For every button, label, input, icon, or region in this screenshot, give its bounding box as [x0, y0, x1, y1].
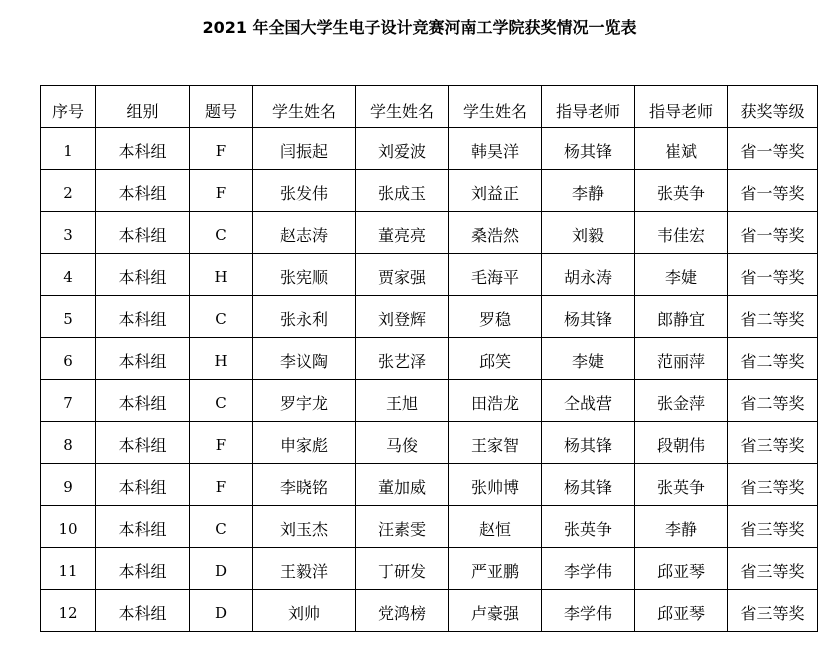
header-problem: 题号	[190, 86, 253, 128]
cell-student-3: 田浩龙	[449, 380, 542, 422]
table-row	[41, 590, 818, 632]
cell-student-1: 闫振起	[253, 128, 356, 170]
cell-group: 本科组	[96, 170, 190, 212]
cell-award: 省一等奖	[728, 254, 818, 296]
cell-award: 省二等奖	[728, 296, 818, 338]
cell-student-1: 张永利	[253, 296, 356, 338]
cell-problem: D	[190, 590, 253, 632]
cell-index: 2	[41, 170, 96, 212]
cell-award: 省二等奖	[728, 380, 818, 422]
cell-student-3: 王家智	[449, 422, 542, 464]
cell-advisor-2: 张英争	[635, 464, 728, 506]
table-row	[41, 212, 818, 254]
cell-index: 7	[41, 380, 96, 422]
cell-award: 省三等奖	[728, 590, 818, 632]
cell-student-1: 刘帅	[253, 590, 356, 632]
cell-award: 省三等奖	[728, 548, 818, 590]
cell-advisor-2: 韦佳宏	[635, 212, 728, 254]
cell-student-3: 邱笑	[449, 338, 542, 380]
cell-advisor-1: 李学伟	[542, 590, 635, 632]
cell-advisor-2: 邱亚琴	[635, 548, 728, 590]
cell-student-2: 刘爱波	[356, 128, 449, 170]
header-advisor-2: 指导老师	[635, 86, 728, 128]
cell-student-3: 卢豪强	[449, 590, 542, 632]
cell-student-2: 董加威	[356, 464, 449, 506]
cell-student-2: 贾家强	[356, 254, 449, 296]
cell-index: 3	[41, 212, 96, 254]
cell-advisor-2: 郎静宜	[635, 296, 728, 338]
cell-student-1: 李晓铭	[253, 464, 356, 506]
cell-student-1: 李议陶	[253, 338, 356, 380]
cell-advisor-1: 刘毅	[542, 212, 635, 254]
cell-student-1: 刘玉杰	[253, 506, 356, 548]
cell-group: 本科组	[96, 128, 190, 170]
cell-advisor-1: 杨其锋	[542, 296, 635, 338]
cell-advisor-2: 范丽萍	[635, 338, 728, 380]
cell-group: 本科组	[96, 590, 190, 632]
table-row	[41, 128, 818, 170]
cell-index: 11	[41, 548, 96, 590]
cell-advisor-1: 李学伟	[542, 548, 635, 590]
cell-problem: C	[190, 506, 253, 548]
cell-student-2: 王旭	[356, 380, 449, 422]
cell-student-3: 张帅博	[449, 464, 542, 506]
table-row	[41, 506, 818, 548]
table-header-row	[41, 86, 818, 128]
cell-advisor-2: 李婕	[635, 254, 728, 296]
cell-problem: D	[190, 548, 253, 590]
header-student-1: 学生姓名	[253, 86, 356, 128]
cell-index: 12	[41, 590, 96, 632]
cell-student-2: 马俊	[356, 422, 449, 464]
cell-group: 本科组	[96, 254, 190, 296]
cell-advisor-1: 张英争	[542, 506, 635, 548]
cell-student-3: 韩昊洋	[449, 128, 542, 170]
cell-group: 本科组	[96, 422, 190, 464]
cell-advisor-2: 崔斌	[635, 128, 728, 170]
cell-student-2: 张成玉	[356, 170, 449, 212]
cell-advisor-1: 李静	[542, 170, 635, 212]
cell-student-3: 桑浩然	[449, 212, 542, 254]
cell-student-1: 罗宇龙	[253, 380, 356, 422]
cell-advisor-2: 段朝伟	[635, 422, 728, 464]
cell-index: 5	[41, 296, 96, 338]
cell-index: 4	[41, 254, 96, 296]
cell-advisor-1: 仝战营	[542, 380, 635, 422]
cell-problem: H	[190, 338, 253, 380]
cell-problem: F	[190, 170, 253, 212]
cell-advisor-1: 杨其锋	[542, 464, 635, 506]
cell-award: 省三等奖	[728, 464, 818, 506]
cell-advisor-2: 张英争	[635, 170, 728, 212]
cell-advisor-2: 张金萍	[635, 380, 728, 422]
cell-award: 省三等奖	[728, 506, 818, 548]
table-row	[41, 170, 818, 212]
cell-index: 8	[41, 422, 96, 464]
table-row	[41, 464, 818, 506]
cell-advisor-2: 李静	[635, 506, 728, 548]
cell-student-1: 申家彪	[253, 422, 356, 464]
cell-advisor-1: 胡永涛	[542, 254, 635, 296]
table-body	[41, 128, 818, 632]
cell-award: 省三等奖	[728, 422, 818, 464]
cell-group: 本科组	[96, 296, 190, 338]
cell-problem: F	[190, 464, 253, 506]
header-advisor-1: 指导老师	[542, 86, 635, 128]
cell-problem: H	[190, 254, 253, 296]
cell-group: 本科组	[96, 548, 190, 590]
cell-problem: C	[190, 212, 253, 254]
cell-student-2: 汪素雯	[356, 506, 449, 548]
table-row	[41, 296, 818, 338]
cell-student-1: 赵志涛	[253, 212, 356, 254]
cell-advisor-2: 邱亚琴	[635, 590, 728, 632]
cell-student-3: 罗稳	[449, 296, 542, 338]
header-student-2: 学生姓名	[356, 86, 449, 128]
cell-group: 本科组	[96, 212, 190, 254]
cell-student-2: 党鸿榜	[356, 590, 449, 632]
cell-index: 10	[41, 506, 96, 548]
table-row	[41, 254, 818, 296]
cell-award: 省一等奖	[728, 170, 818, 212]
cell-student-2: 张艺泽	[356, 338, 449, 380]
cell-problem: C	[190, 380, 253, 422]
header-group: 组别	[96, 86, 190, 128]
cell-student-3: 赵恒	[449, 506, 542, 548]
cell-student-3: 严亚鹏	[449, 548, 542, 590]
cell-student-1: 张发伟	[253, 170, 356, 212]
cell-index: 6	[41, 338, 96, 380]
table-row	[41, 380, 818, 422]
cell-student-2: 丁研发	[356, 548, 449, 590]
awards-table	[40, 85, 818, 632]
cell-award: 省一等奖	[728, 212, 818, 254]
cell-student-3: 刘益正	[449, 170, 542, 212]
cell-advisor-1: 杨其锋	[542, 128, 635, 170]
cell-index: 1	[41, 128, 96, 170]
cell-group: 本科组	[96, 506, 190, 548]
cell-group: 本科组	[96, 380, 190, 422]
cell-advisor-1: 杨其锋	[542, 422, 635, 464]
cell-problem: F	[190, 422, 253, 464]
table-row	[41, 422, 818, 464]
page-title: 2021 年全国大学生电子设计竞赛河南工学院获奖情况一览表	[202, 18, 637, 37]
cell-student-3: 毛海平	[449, 254, 542, 296]
cell-group: 本科组	[96, 338, 190, 380]
cell-student-2: 刘登辉	[356, 296, 449, 338]
cell-problem: F	[190, 128, 253, 170]
header-index: 序号	[41, 86, 96, 128]
cell-index: 9	[41, 464, 96, 506]
cell-award: 省二等奖	[728, 338, 818, 380]
header-student-3: 学生姓名	[449, 86, 542, 128]
cell-student-2: 董亮亮	[356, 212, 449, 254]
cell-student-1: 张宪顺	[253, 254, 356, 296]
cell-advisor-1: 李婕	[542, 338, 635, 380]
table-row	[41, 338, 818, 380]
cell-student-1: 王毅洋	[253, 548, 356, 590]
header-award: 获奖等级	[728, 86, 818, 128]
cell-award: 省一等奖	[728, 128, 818, 170]
table-row	[41, 548, 818, 590]
cell-problem: C	[190, 296, 253, 338]
cell-group: 本科组	[96, 464, 190, 506]
